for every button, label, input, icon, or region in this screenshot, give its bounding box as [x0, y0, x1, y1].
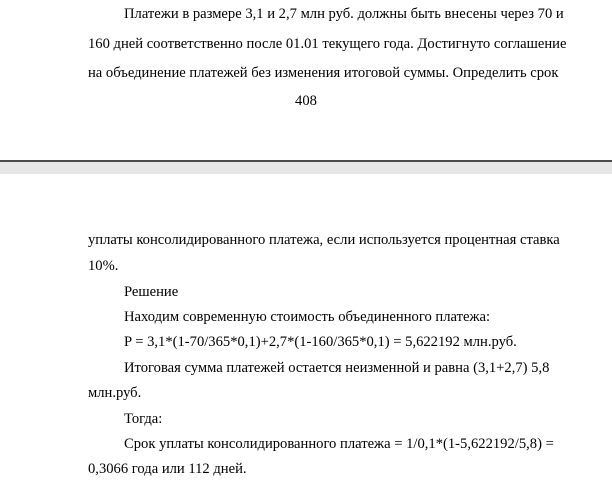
page-number: 408 [295, 93, 317, 109]
paragraph-line: 0,3066 года или 112 дней. [88, 461, 247, 477]
document-page-top [0, 0, 612, 160]
document-page-bottom [0, 174, 612, 480]
paragraph-line: млн.руб. [88, 385, 142, 401]
paragraph-line: Платежи в размере 3,1 и 2,7 млн руб. должны быть внесены через 70 и [124, 6, 564, 22]
section-heading: Решение [124, 284, 179, 300]
paragraph-line: Находим современную стоимость объединенного платежа: [124, 309, 491, 325]
paragraph-line: Итоговая сумма платежей остается неизменной и равна (3,1+2,7) 5,8 [124, 360, 550, 376]
paragraph-line: на объединение платежей без изменения итоговой суммы. Определить срок [88, 65, 559, 81]
paragraph-line: 160 дней соответственно после 01.01 текущего года. Достигнуто соглашение [88, 36, 567, 52]
formula-line: P = 3,1*(1-70/365*0,1)+2,7*(1-160/365*0,1) = 5,622192 млн.руб. [124, 334, 517, 350]
formula-line: Срок уплаты консолидированного платежа = 1/0,1*(1-5,622192/5,8) = [124, 436, 554, 452]
paragraph-line: Тогда: [124, 411, 163, 427]
paragraph-line: уплаты консолидированного платежа, если используется процентная ставка [88, 232, 560, 248]
paragraph-line: 10%. [88, 258, 119, 274]
